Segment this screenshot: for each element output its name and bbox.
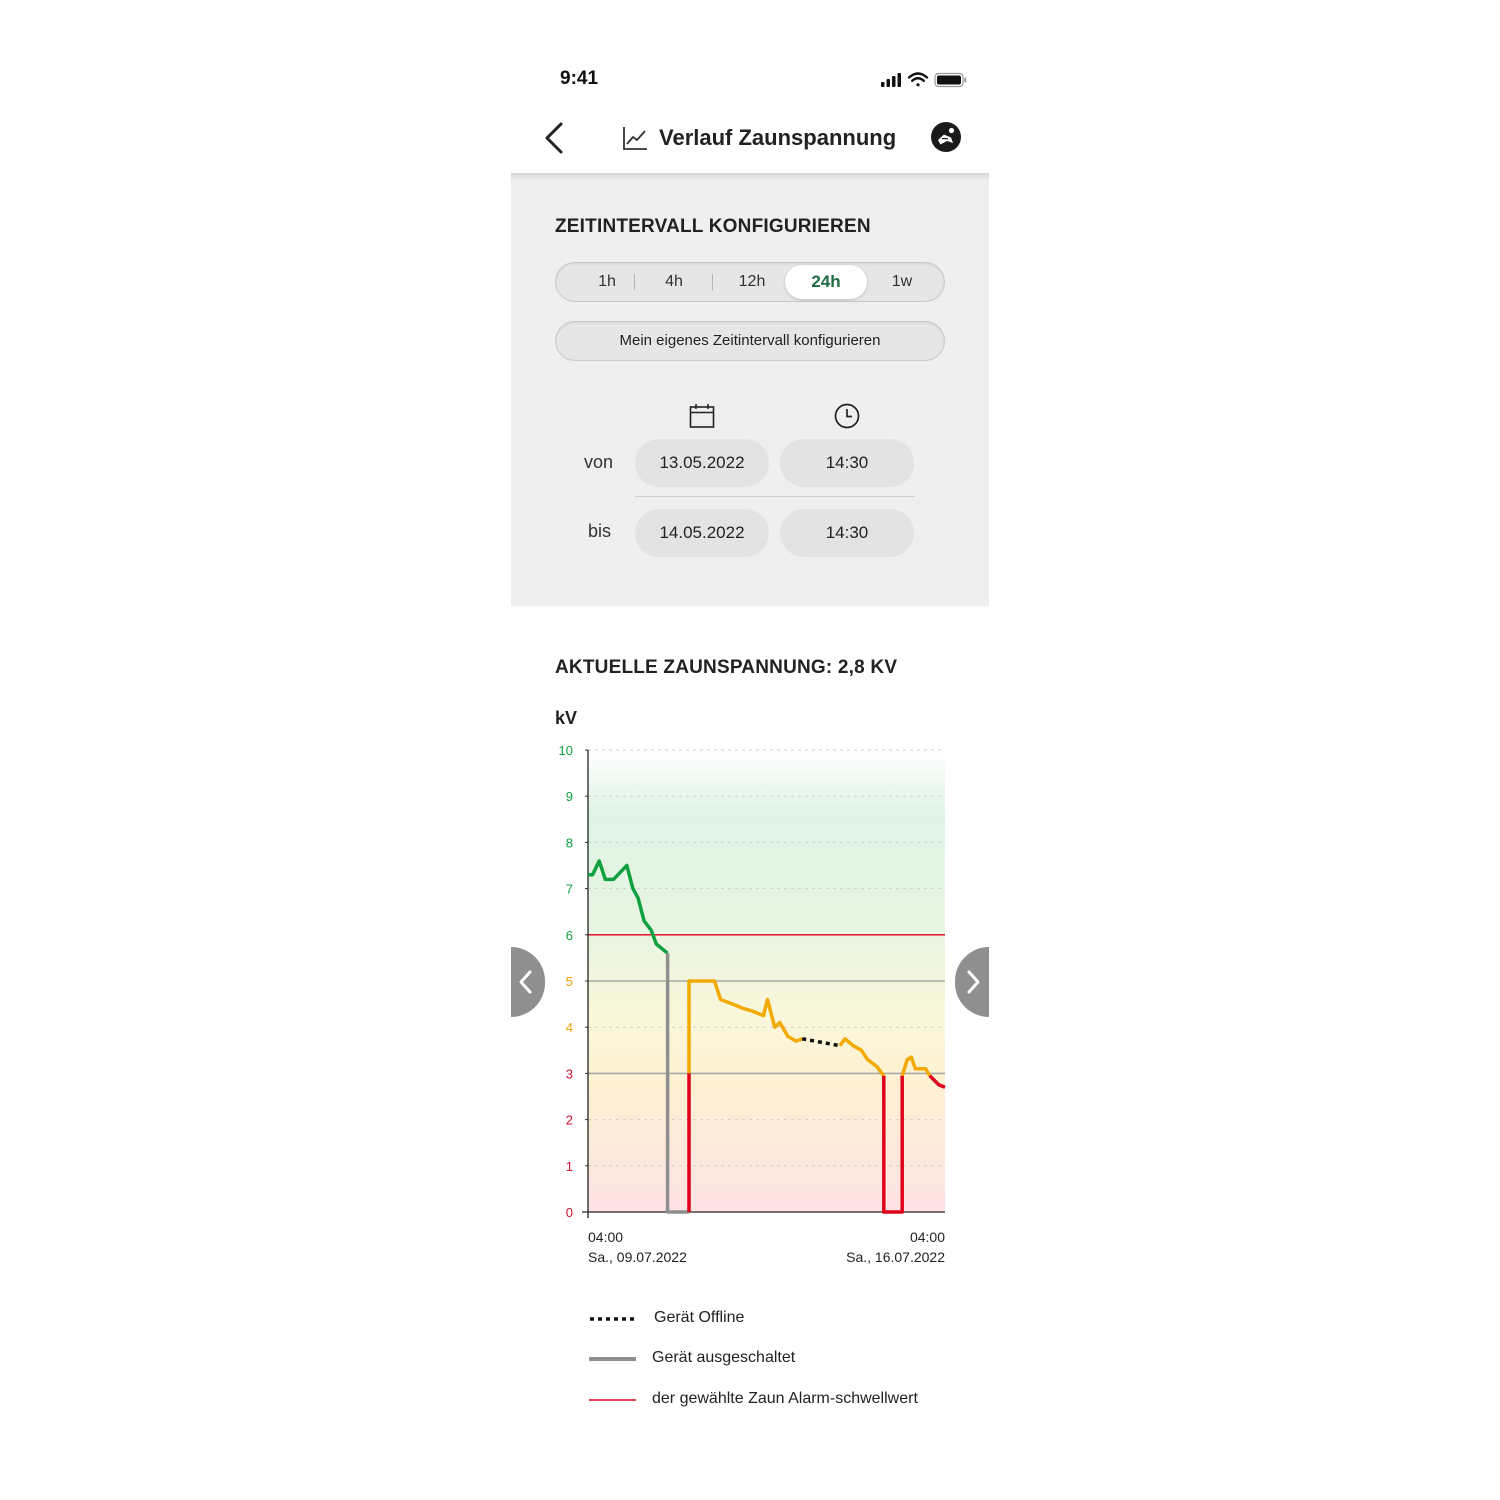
y-tick-label: 0 [565, 1205, 573, 1220]
from-time-field[interactable]: 14:30 [780, 439, 914, 487]
legend-swatch-threshold [588, 1393, 638, 1407]
legend-label-off: Gerät ausgeschaltet [652, 1349, 796, 1366]
x-end-date: Sa., 16.07.2022 [846, 1249, 945, 1265]
to-date-field[interactable]: 14.05.2022 [635, 509, 769, 557]
interval-segmented-control [555, 262, 945, 302]
calendar-icon [688, 402, 716, 430]
segment-4h[interactable]: 4h [665, 273, 683, 290]
to-time-field[interactable]: 14:30 [780, 509, 914, 557]
panel-shadow [511, 173, 989, 181]
segment-24h[interactable]: 24h [785, 265, 867, 299]
manual-help-icon[interactable] [930, 121, 962, 153]
from-date-field[interactable]: 13.05.2022 [635, 439, 769, 487]
previous-chart-button[interactable] [511, 947, 545, 1017]
status-icons [879, 70, 969, 90]
y-tick-label: 10 [558, 743, 573, 758]
next-chart-button[interactable] [955, 947, 989, 1017]
interval-config-panel [511, 173, 989, 606]
x-end-label [811, 1227, 945, 1267]
y-tick-label: 5 [565, 974, 573, 989]
segment-1w[interactable]: 1w [891, 273, 913, 290]
x-start-time: 04:00 [588, 1229, 624, 1245]
battery-icon [935, 74, 966, 87]
nav-title-group [621, 120, 896, 156]
custom-interval-button[interactable]: Mein eigenes Zeitintervall konfigurieren [555, 321, 945, 361]
legend-swatch-offline [588, 1312, 638, 1326]
chevron-left-icon [511, 947, 545, 1017]
y-tick-label: 4 [565, 1020, 573, 1036]
status-time: 9:41 [560, 68, 599, 89]
from-label: von [584, 452, 614, 472]
phone-screen [511, 0, 989, 1500]
page-title: Verlauf Zaunspannung [659, 125, 897, 150]
config-title: ZEITINTERVALL KONFIGURIEREN [555, 216, 871, 237]
y-tick-label: 8 [565, 835, 573, 851]
y-tick-label: 3 [565, 1066, 573, 1082]
signal-icon [881, 73, 901, 87]
voltage-chart [511, 735, 989, 1225]
legend-swatch-off [588, 1352, 638, 1366]
row-divider [635, 496, 915, 497]
segment-1h[interactable]: 1h [598, 273, 616, 290]
y-tick-label: 1 [565, 1158, 573, 1174]
line-chart-icon [621, 124, 649, 152]
clock-icon [833, 402, 861, 430]
legend-label-threshold: der gewählte Zaun Alarm-schwellwert [652, 1390, 918, 1407]
segment-12h[interactable]: 12h [738, 273, 766, 290]
x-end-time: 04:00 [909, 1229, 945, 1245]
back-chevron-icon[interactable] [539, 118, 575, 158]
current-voltage-title: AKTUELLE ZAUNSPANNUNG: 2,8 KV [555, 657, 898, 678]
wifi-icon [909, 74, 927, 87]
y-tick-label: 7 [565, 881, 573, 897]
x-start-date: Sa., 09.07.2022 [588, 1249, 687, 1265]
segment-divider [712, 274, 713, 290]
to-label: bis [588, 521, 612, 541]
x-start-label [588, 1227, 687, 1267]
y-tick-label: 6 [565, 927, 573, 943]
y-tick-label: 9 [565, 789, 573, 805]
chart-y-unit: kV [555, 708, 578, 728]
y-tick-label: 2 [565, 1112, 573, 1128]
chevron-right-icon [955, 947, 989, 1017]
segment-divider [634, 274, 635, 290]
legend-label-offline: Gerät Offline [654, 1309, 745, 1326]
